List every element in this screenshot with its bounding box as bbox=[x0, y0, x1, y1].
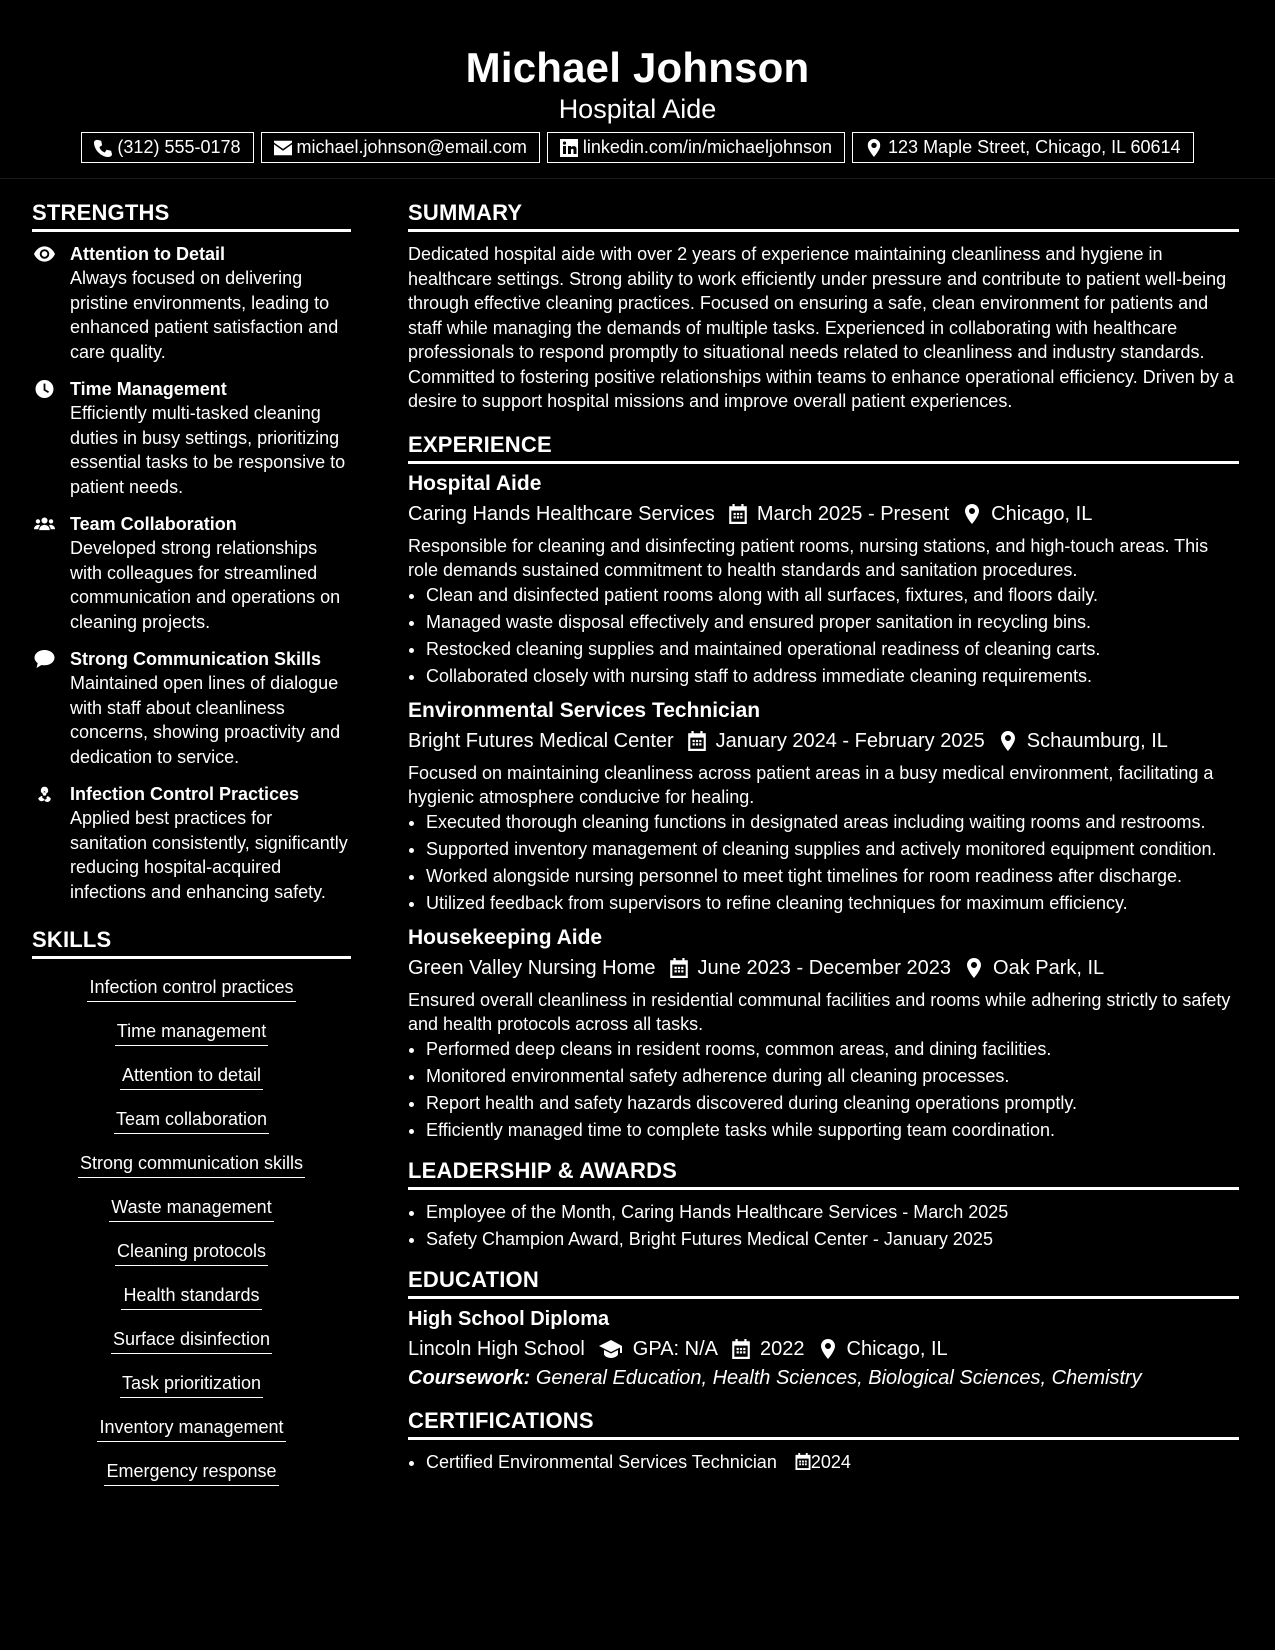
skill-item: Cleaning protocols bbox=[115, 1239, 268, 1266]
strengths-list bbox=[32, 242, 351, 904]
calendar-icon bbox=[729, 504, 747, 524]
skill-item: Infection control practices bbox=[87, 975, 295, 1002]
strength-title: Time Management bbox=[70, 379, 227, 399]
clock-icon bbox=[34, 380, 55, 398]
calendar-icon bbox=[670, 958, 688, 978]
job-description: Ensured overall cleanliness in residential communal facilities and rooms while adhering strictly to safety and health protocols across all tasks. bbox=[408, 989, 1231, 1034]
skill-item: Strong communication skills bbox=[78, 1151, 305, 1178]
list-item: • Collaborated closely with nursing staff to address immediate cleaning requirements. bbox=[426, 664, 1239, 688]
certification-year: 2024 bbox=[810, 1451, 851, 1472]
strength-title: Infection Control Practices bbox=[70, 784, 300, 804]
address-text: 123 Maple Street, Chicago, IL 60614 bbox=[888, 137, 1181, 157]
list-item: • Utilized feedback from supervisors to refine cleaning techniques for maximum efficiency. bbox=[426, 891, 1239, 915]
awards-heading: LEADERSHIP & AWARDS bbox=[408, 1156, 1239, 1190]
strength-title: Team Collaboration bbox=[70, 514, 237, 534]
header-divider bbox=[0, 178, 1275, 179]
left-column bbox=[32, 198, 351, 1503]
biohazard-icon bbox=[34, 785, 55, 803]
coursework-text: General Education, Health Sciences, Biological Sciences, Chemistry bbox=[535, 1366, 1142, 1389]
map-pin-icon bbox=[965, 958, 983, 978]
job-bullets bbox=[408, 1037, 1239, 1142]
contact-address[interactable] bbox=[852, 132, 1194, 163]
job-entry bbox=[408, 697, 1239, 915]
strength-desc: Maintained open lines of dialogue with staff about cleanliness concerns, showing proactivity and dedication to service. bbox=[70, 673, 341, 767]
skill-item: Surface disinfection bbox=[111, 1327, 272, 1354]
skill-item: Attention to detail bbox=[120, 1063, 263, 1090]
right-column bbox=[408, 198, 1239, 1477]
list-item bbox=[426, 1450, 1239, 1474]
skill-item: Time management bbox=[115, 1019, 268, 1046]
list-item: • Efficiently managed time to complete tasks while supporting team coordination. bbox=[426, 1118, 1239, 1142]
certifications-section bbox=[408, 1406, 1239, 1474]
list-item: • Restocked cleaning supplies and maintained operational readiness of cleaning carts. bbox=[426, 637, 1239, 661]
job-bullets bbox=[408, 810, 1239, 915]
coursework-label: Coursework: bbox=[408, 1366, 531, 1389]
skill-item: Task prioritization bbox=[120, 1371, 263, 1398]
certifications-list bbox=[408, 1450, 1239, 1474]
phone-icon bbox=[94, 139, 112, 157]
summary-text: Dedicated hospital aide with over 2 years of experience maintaining cleanliness and hygiene in healthcare settings. Strong ability to work efficiently under pressure and contribute to patient well-being through effective cleaning practices. Focused on ensuring a safe, clean environment for patients and staff while managing the demands of multiple tasks. Experienced in collaborating with healthcare professionals to respond promptly to situational needs related to cleanliness and industry standards. Committed to fostering positive relationships within teams to enhance operational efficiency. Driven by a desire to support hospital missions and improve overall patient experiences. bbox=[408, 244, 1234, 411]
degree-title: High School Diploma bbox=[408, 1307, 610, 1330]
strength-title: Attention to Detail bbox=[70, 244, 225, 264]
list-item: • Safety Champion Award, Bright Futures Medical Center - January 2025 bbox=[426, 1227, 1239, 1251]
awards-section bbox=[408, 1156, 1239, 1251]
summary-heading: SUMMARY bbox=[408, 198, 1239, 232]
map-pin-icon bbox=[963, 504, 981, 524]
job-description: Focused on maintaining cleanliness across patient areas in a busy medical environment, facilitating a hygienic atmosphere conducive for healing. bbox=[408, 762, 1214, 807]
candidate-title: Hospital Aide bbox=[558, 94, 717, 124]
job-title: Housekeeping Aide bbox=[408, 925, 603, 949]
education-section bbox=[408, 1265, 1239, 1392]
education-meta bbox=[408, 1334, 1239, 1364]
skill-item: Health standards bbox=[121, 1283, 261, 1310]
list-item: • Executed thorough cleaning functions in designated areas including waiting rooms and restrooms. bbox=[426, 810, 1239, 834]
job-company: Caring Hands Healthcare Services bbox=[408, 502, 715, 525]
skill-item: Team collaboration bbox=[114, 1107, 269, 1134]
contact-linkedin[interactable] bbox=[547, 132, 845, 163]
map-pin-icon bbox=[999, 731, 1017, 751]
job-title: Hospital Aide bbox=[408, 471, 542, 495]
strengths-heading: STRENGTHS bbox=[32, 198, 351, 232]
strength-item bbox=[32, 377, 351, 499]
linkedin-text: linkedin.com/in/michaeljohnson bbox=[582, 137, 833, 157]
education-heading: EDUCATION bbox=[408, 1265, 1239, 1299]
comment-icon bbox=[34, 650, 55, 668]
contact-email[interactable] bbox=[261, 132, 540, 163]
calendar-icon bbox=[795, 1453, 811, 1470]
job-company: Green Valley Nursing Home bbox=[408, 956, 656, 979]
list-item: • Supported inventory management of cleaning supplies and actively monitored equipment condition. bbox=[426, 837, 1239, 861]
linkedin-icon bbox=[560, 139, 578, 157]
calendar-icon bbox=[688, 731, 706, 751]
awards-list bbox=[408, 1200, 1239, 1251]
job-meta bbox=[408, 953, 1239, 983]
list-item: • Managed waste disposal effectively and ensured proper sanitation in recycling bins. bbox=[426, 610, 1239, 634]
skill-item: Emergency response bbox=[104, 1459, 278, 1486]
eye-icon bbox=[34, 245, 55, 263]
experience-heading: EXPERIENCE bbox=[408, 430, 1239, 464]
map-pin-icon bbox=[865, 139, 883, 157]
job-dates: January 2024 - February 2025 bbox=[715, 729, 985, 752]
calendar-icon bbox=[732, 1339, 750, 1359]
map-pin-icon bbox=[819, 1339, 837, 1359]
job-location: Schaumburg, IL bbox=[1026, 729, 1168, 752]
strength-desc: Efficiently multi-tasked cleaning duties in busy settings, prioritizing essential tasks to be responsive to patient needs. bbox=[70, 403, 346, 497]
graduation-cap-icon bbox=[599, 1339, 623, 1359]
job-meta bbox=[408, 726, 1239, 756]
strength-item bbox=[32, 647, 351, 769]
school-location: Chicago, IL bbox=[846, 1337, 948, 1360]
phone-text: (312) 555-0178 bbox=[117, 137, 241, 157]
strength-item bbox=[32, 242, 351, 364]
strength-item bbox=[32, 782, 351, 904]
job-meta bbox=[408, 499, 1239, 529]
job-bullets bbox=[408, 583, 1239, 688]
skill-item: Waste management bbox=[109, 1195, 273, 1222]
job-entry bbox=[408, 470, 1239, 688]
resume-header bbox=[0, 0, 1275, 163]
skills-heading: SKILLS bbox=[32, 925, 351, 959]
job-description: Responsible for cleaning and disinfecting patient rooms, nursing stations, and high-touch areas. This role demands sustained commitment to health standards and sanitation procedures. bbox=[408, 535, 1209, 580]
school-name: Lincoln High School bbox=[408, 1337, 585, 1360]
skill-item: Inventory management bbox=[97, 1415, 285, 1442]
skills-list bbox=[32, 975, 351, 1503]
candidate-name: Michael Johnson bbox=[465, 44, 810, 91]
coursework bbox=[408, 1364, 1239, 1392]
strength-desc: Always focused on delivering pristine environments, leading to enhanced patient satisfaction and care quality. bbox=[70, 268, 339, 362]
users-icon bbox=[34, 515, 55, 533]
list-item: • Performed deep cleans in resident rooms, common areas, and dining facilities. bbox=[426, 1037, 1239, 1061]
graduation-year: 2022 bbox=[760, 1337, 805, 1360]
job-company: Bright Futures Medical Center bbox=[408, 729, 674, 752]
strength-item bbox=[32, 512, 351, 634]
experience-section bbox=[408, 430, 1239, 1142]
certifications-heading: CERTIFICATIONS bbox=[408, 1406, 1239, 1440]
gpa-text: GPA: N/A bbox=[632, 1337, 718, 1360]
strength-title: Strong Communication Skills bbox=[70, 649, 322, 669]
job-dates: March 2025 - Present bbox=[756, 502, 950, 525]
strength-desc: Developed strong relationships with colleagues for streamlined communication and operations on cleaning projects. bbox=[70, 538, 341, 632]
certification-name: • Certified Environmental Services Technician bbox=[426, 1451, 777, 1472]
contact-bar bbox=[0, 132, 1275, 163]
job-dates: June 2023 - December 2023 bbox=[697, 956, 952, 979]
job-location: Chicago, IL bbox=[991, 502, 1093, 525]
list-item: • Report health and safety hazards discovered during cleaning operations promptly. bbox=[426, 1091, 1239, 1115]
job-entry bbox=[408, 924, 1239, 1142]
list-item: • Monitored environmental safety adherence during all cleaning processes. bbox=[426, 1064, 1239, 1088]
list-item: • Clean and disinfected patient rooms along with all surfaces, fixtures, and floors daily. bbox=[426, 583, 1239, 607]
envelope-icon bbox=[274, 139, 292, 157]
strength-desc: Applied best practices for sanitation consistently, significantly reducing hospital-acquired infections and enhancing safety. bbox=[70, 808, 348, 902]
contact-phone[interactable] bbox=[81, 132, 253, 163]
job-title: Environmental Services Technician bbox=[408, 698, 761, 722]
job-location: Oak Park, IL bbox=[993, 956, 1105, 979]
list-item: • Worked alongside nursing personnel to meet tight timelines for room readiness after discharge. bbox=[426, 864, 1239, 888]
email-text: michael.johnson@email.com bbox=[296, 137, 527, 157]
list-item: • Employee of the Month, Caring Hands Healthcare Services - March 2025 bbox=[426, 1200, 1239, 1224]
